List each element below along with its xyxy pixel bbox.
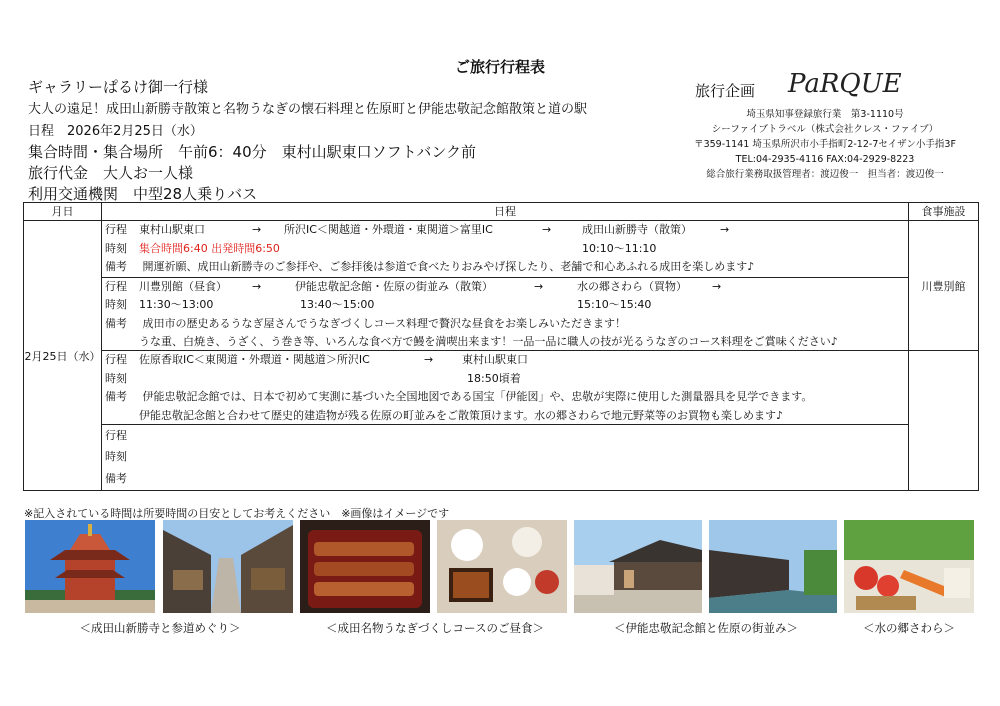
route-label: 行程 [105,223,127,236]
photo-temple [25,520,155,613]
price-info: 旅行代金 大人お一人様 [28,164,194,182]
agency-name: シーファイブトラベル（株式会社クレス・ファイブ） [711,124,939,135]
time-label: 時刻 [105,241,127,255]
schedule-block-2 [102,277,909,351]
photo-meal [437,520,567,613]
route-label: 行程 [105,428,127,442]
note-label: 備考 [105,472,127,485]
meeting-info: 集合時間・集合場所 午前6：40分 東村山駅東口ソフトバンク前 [28,143,477,161]
time: 10:10〜11:10 [582,241,657,255]
arrow-icon: → [712,279,722,293]
schedule-block-4 [102,424,909,491]
note-label: 備考 [105,316,127,330]
stop: 所沢IC＜関越道・外環道・東関道＞富里IC [284,223,493,236]
transport-info: 利用交通機関 中型28人乗りバス [28,185,258,203]
parque-logo [786,62,911,104]
agency-phone: TEL:04-2935-4116 FAX:04-2929-8223 [735,154,915,165]
arrow-icon: → [542,223,552,236]
stop: 成田山新勝寺（散策） [582,223,692,236]
time-label: 時刻 [105,298,127,311]
header-schedule: 日程 [102,203,909,221]
photo-museum [574,520,702,613]
note-continued: うな重、白焼き、うざく、う巻き等、いろんな食べ方で鰻を満喫出来ます！一品一品に職人の技が光るうなぎのコース料理をご賞味ください♪ [139,335,838,348]
time: 15:10〜15:40 [577,298,652,311]
stop: 東村山駅東口 [139,223,205,236]
logo-text: PaRQUE [788,69,902,99]
itinerary-table [23,202,979,491]
time: 18:50頃着 [467,371,521,385]
header-date: 月日 [24,203,102,221]
photo-vegetables [844,520,974,613]
photo-canal [709,520,837,613]
schedule-block-1 [102,221,909,278]
time: 11:30〜13:00 [139,298,214,311]
route-label: 行程 [105,279,127,293]
photo-eel [300,520,430,613]
time-label: 時刻 [105,450,127,463]
arrow-icon: → [252,223,262,236]
stop: 川豊別館（昼食） [139,279,227,293]
day-cell: 2月25日（水） [24,221,102,491]
footnote: ※記入されている時間は所要時間の目安としてお考えください ※画像はイメージです [24,507,450,520]
tour-name: 大人の遠足！成田山新勝寺散策と名物うなぎの懐石料理と佐原町と伊能忠敬記念館散策と道の駅 [28,102,588,117]
meal-cell: 川豊別館 [909,221,979,351]
note: 開運祈願、成田山新勝寺のご参拝や、ご参拝後は参道で食べたりおみやげ探したり、老舗で和心あふれる成田を楽しめます♪ [142,260,755,273]
agency-address: 〒359-1141 埼玉県所沢市小手指町2-12-7セイザン小手指3F [694,139,956,150]
meal-cell-empty [909,351,979,491]
caption-temple: ＜成田山新勝寺と参道めぐり＞ [79,621,241,635]
arrow-icon: → [534,279,544,293]
caption-market: ＜水の郷さわら＞ [863,621,955,635]
group-name: ギャラリーぱるけ御一行様 [28,78,209,96]
meeting-time: 集合時間6:40 出発時間6:50 [139,241,280,255]
schedule-block-3 [102,351,909,425]
arrow-icon: → [252,279,262,293]
planner-label: 旅行企画 [695,82,756,100]
agency-registration: 埼玉県知事登録旅行業 第3-1110号 [746,109,904,120]
stop: 伊能忠敬記念館・佐原の街並み（散策） [295,279,493,293]
arrow-icon: → [424,353,434,366]
stop: 東村山駅東口 [462,353,528,366]
arrow-icon: → [720,223,730,236]
note: 伊能忠敬記念館では、日本で初めて実測に基づいた全国地図である国宝「伊能図」や、忠敬が実際に使用した測量器具を見学できます。 [142,390,813,403]
agency-manager: 総合旅行業務取扱管理者：渡辺俊一 担当者：渡辺俊一 [706,169,944,180]
caption-museum: ＜伊能忠敬記念館と佐原の街並み＞ [614,621,798,635]
tour-date: 日程 2026年2月25日（水） [28,124,203,139]
stop: 水の郷さわら（買物） [577,279,687,293]
route-label: 行程 [105,353,127,366]
caption-meal: ＜成田名物うなぎづくしコースのご昼食＞ [326,621,544,635]
note-label: 備考 [105,260,127,273]
note-continued: 伊能忠敬記念館と合わせて歴史的建造物が残る佐原の町並みをご散策頂けます。水の郷さわらで地元野菜等のお買物も楽しめます♪ [139,408,784,422]
note: 成田市の歴史あるうなぎ屋さんでうなぎづくしコース料理で贅沢な昼食をお楽しみいただきます！ [142,316,626,330]
header-meal: 食事施設 [909,203,979,221]
stop: 佐原香取IC＜東関道・外環道・関越道＞所沢IC [139,353,370,366]
photo-street [163,520,293,613]
note-label: 備考 [105,390,127,403]
page-title: ご旅行行程表 [454,58,545,76]
time: 13:40〜15:00 [300,298,375,311]
time-label: 時刻 [105,371,127,385]
